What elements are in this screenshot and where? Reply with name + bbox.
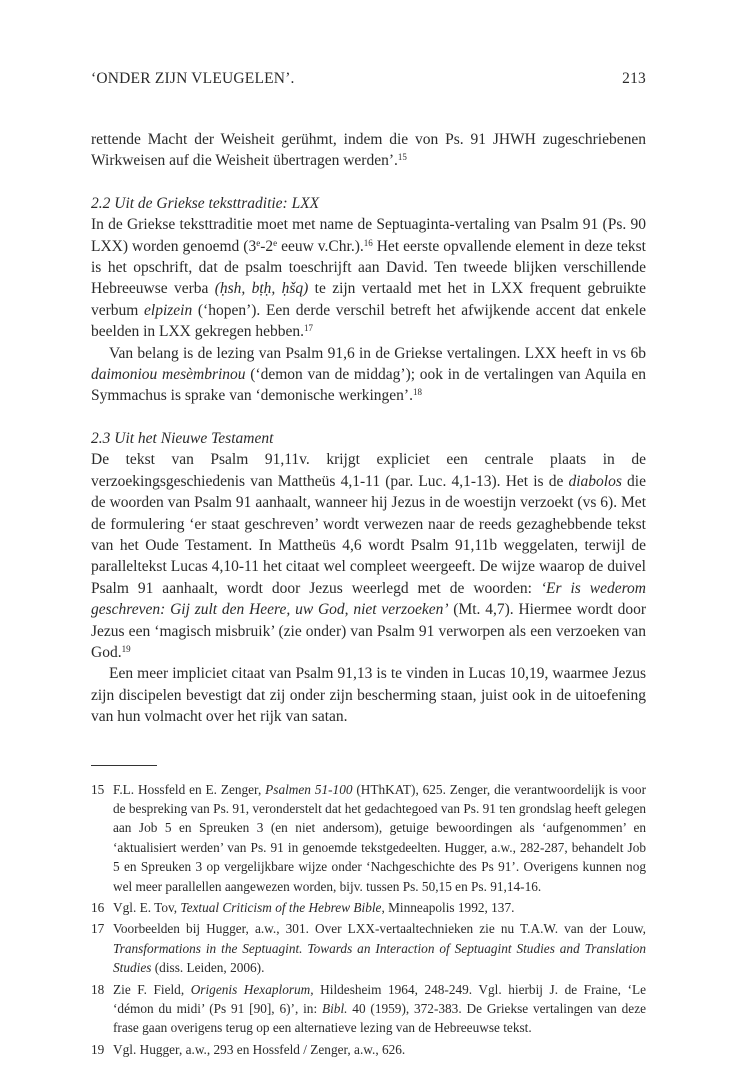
footnote-text: Vgl. Hugger, a.w., 293 en Hossfeld / Zenger, a.w., 626. [113,1041,406,1057]
running-header [91,70,646,92]
book-page [91,70,646,1061]
running-title: ‘ONDER ZIJN VLEUGELEN’. [91,70,295,87]
footnote-ref[interactable]: 17 [304,323,314,334]
footnote-number: 15 [91,781,105,797]
footnote-text: Voorbeelden bij Hugger, a.w., 301. Over LXX-vertaaltechnieken zie nu T.A.W. van der Louw, Transformations in the Septuagint. Towards an Interaction of Septuagint Studies and Translation Studies (diss. Leiden, 2006). [113,921,646,976]
body-text [91,129,646,728]
footnote-18 [91,980,646,1038]
footnote-15 [91,780,646,896]
footnote-text: F.L. Hossfeld en E. Zenger, Psalmen 51-100 (HThKAT), 625. Zenger, die verantwoordelijk is voor de bespreking van Ps. 91, veronderstelt dat het gedachtegoed van Ps. 91 ten grondslag heeft gelegen aan Job 5 en Spreuken 3 (en niet andersom), getuige bewoordingen als ‘aufgenommen’ en ‘aktualisiert werden’ van Ps. 91 in genoemde tekstgedeelten. Hugger, a.w., 282-287, behandelt Job 5 en Spreuken 3 op vergelijkbare wijze onder ‘Nachgeschichte des Ps 91’. Overigens kunnen nog wel meer parallellen aangewezen worden, bijv. tussen Ps. 50,15 en Ps. 91,14-16. [113,781,647,894]
paragraph-continuation: rettende Macht der Weisheit gerühmt, indem die von Ps. 91 JHWH zugeschriebenen Wirkweisen auf die Weisheit übertragen werden’.$^{15}$ [91,131,646,170]
paragraph-nt: De tekst van Psalm 91,11v. krijgt expliciet een centrale plaats in de verzoekingsgeschiedenis van Mattheüs 4,1-11 (par. Luc. 4,1-13). Het is de diabolos die de woorden van Psalm 91 aanhaalt, wanneer hij Jezus in de woestijn verzoekt (vs 6). Met de formulering ‘er staat geschreven’ wordt verwezen naar de reeds gezaghebbende tekst van het Oude Testament. In Mattheüs 4,6 wordt Psalm 91,11b weggelaten, terwijl de paralleltekst Lucas 4,10-11 het citaat wel compleet weergeeft. De wijze waarop de duivel Psalm 91 aanhaalt, wordt door Jezus weerlegd met de woorden: ‘Er is wederom geschreven: Gij zult den Heere, uw God, niet verzoeken’ (Mt. 4,7). Hiermee wordt door Jezus een ‘magisch misbruik’ (zie onder) van Psalm 91 verworpen als een verzoeken van God.$^{19}$ [91,451,647,661]
paragraph-psalm-91-6: Van belang is de lezing van Psalm 91,6 in de Griekse vertalingen. LXX heeft in vs 6b daimoniou mesèmbrinou (‘demon van de middag’); ook in de vertalingen van Aquila en Symmachus is sprake van ‘demonische werkingen’.$^{18}$ [91,344,647,405]
footnote-ref[interactable]: 16 [363,237,373,248]
section-heading-lxx: 2.2 Uit de Griekse teksttraditie: LXX [91,194,320,212]
footnote-text: Zie F. Field, Origenis Hexaplorum, Hildesheim 1964, 248-249. Vgl. hierbij J. de Fraine, ‘Le ‘démon du midi’ (Ps 91 [90], 6)’, in: Bibl. 40 (1959), 372-383. De Griekse vertalingen van deze frase gaan overigens terug op een alternatieve lezing van de Hebreeuwse tekst. [113,981,647,1036]
footnote-ref[interactable]: 15 [397,152,407,163]
footnote-16 [91,898,646,917]
footnote-ref[interactable]: 19 [121,643,131,654]
footnote-17 [91,919,646,977]
footnote-number: 16 [91,900,105,915]
footnote-divider [91,765,157,766]
footnote-ref[interactable]: 18 [412,387,422,398]
footnote-number: 19 [91,1041,105,1057]
paragraph-lucas: Een meer impliciet citaat van Psalm 91,13 is te vinden in Lucas 10,19, waarmee Jezus zijn discipelen bevestigt dat zij onder zijn bescherming staan, juist ook in de uitoefening van hun volmacht over het rijk van satan. [91,665,646,726]
footnote-19 [91,1040,646,1059]
page-number: 213 [622,70,646,87]
footnote-text: Vgl. E. Tov, Textual Criticism of the Hebrew Bible, Minneapolis 1992, 137. [113,900,515,915]
paragraph-lxx: In de Griekse teksttraditie moet met name de Septuaginta-vertaling van Psalm 91 (Ps. 90 LXX) worden genoemd (3e-2e eeuw v.Chr.).$^{16}$ Het eerste opvallende element in deze tekst is het opschrift, dat de psalm toeschrijft aan David. Ten tweede blijken verschillende Hebreeuwse verba (ḥsh, bṭḥ, ḥšq) te zijn vertaald met het in LXX frequent gebruikte verbum elpizein (‘hopen’). Een derde verschil betreft het afwijkende accent dat enkele beelden in LXX gekregen hebben.$^{17}$ [91,216,646,341]
footnote-number: 18 [91,981,105,997]
section-heading-nt: 2.3 Uit het Nieuwe Testament [91,429,274,447]
footnote-number: 17 [91,921,105,937]
footnotes [91,780,646,1060]
